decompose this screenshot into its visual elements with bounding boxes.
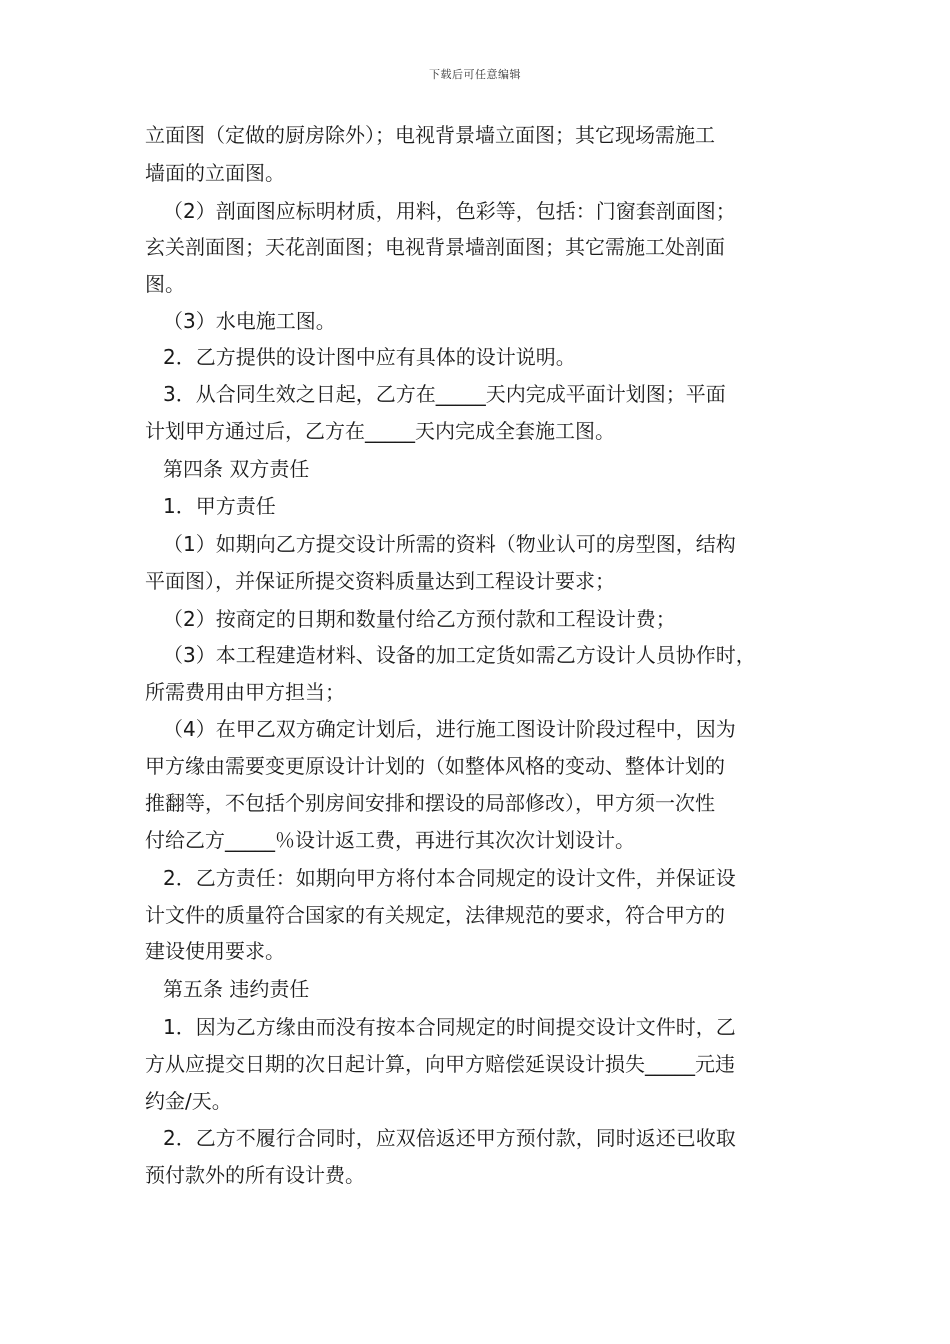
text-line: （4）在甲乙双方确定计划后，进行施工图设计阶段过程中，因为 [163,717,736,741]
text-line: 方从应提交日期的次日起计算，向甲方赔偿延误设计损失_____元违 [145,1052,735,1076]
text-line: 预付款外的所有设计费。 [145,1163,365,1187]
text-line: 3．从合同生效之日起，乙方在_____天内完成平面计划图；平面 [163,382,726,406]
section-heading: 第五条 违约责任 [163,977,310,1001]
text-line: 约金/天。 [145,1089,232,1113]
text-line: （2）剖面图应标明材质，用料，色彩等，包括：门窗套剖面图； [163,199,736,223]
section-heading: 第四条 双方责任 [163,457,310,481]
text-line: 2．乙方责任：如期向甲方将付本合同规定的设计文件，并保证设 [163,866,736,890]
text-line: 2．乙方不履行合同时，应双倍返还甲方预付款，同时返还已收取 [163,1126,736,1150]
text-line: 所需费用由甲方担当； [145,680,345,704]
text-line: （3）本工程建造材料、设备的加工定货如需乙方设计人员协作时， [163,643,756,667]
text-line: 立面图（定做的厨房除外）；电视背景墙立面图；其它现场需施工 [145,123,715,147]
text-line: （1）如期向乙方提交设计所需的资料（物业认可的房型图，结构 [163,532,736,556]
text-line: 计划甲方通过后，乙方在_____天内完成全套施工图。 [145,419,615,443]
text-line: 1．因为乙方缘由而没有按本合同规定的时间提交设计文件时，乙 [163,1015,736,1039]
text-line: 建设使用要求。 [145,939,285,963]
page-header: 下载后可任意编辑 [429,68,521,81]
text-line: 玄关剖面图；天花剖面图；电视背景墙剖面图；其它需施工处剖面 [145,235,725,259]
text-line: （3）水电施工图。 [163,309,336,333]
text-line: 墙面的立面图。 [145,161,285,185]
text-line: 图。 [145,272,185,296]
text-line: 甲方缘由需要变更原设计计划的（如整体风格的变动、整体计划的 [145,754,725,778]
text-line: 平面图），并保证所提交资料质量达到工程设计要求； [145,569,615,593]
text-line: 推翻等，不包括个别房间安排和摆设的局部修改），甲方须一次性 [145,791,715,815]
text-line: （2）按商定的日期和数量付给乙方预付款和工程设计费； [163,607,676,631]
text-line: 1．甲方责任 [163,494,276,518]
text-line: 2．乙方提供的设计图中应有具体的设计说明。 [163,345,576,369]
text-line: 计文件的质量符合国家的有关规定，法律规范的要求，符合甲方的 [145,903,725,927]
text-line: 付给乙方_____％设计返工费，再进行其次次计划设计。 [145,828,635,852]
